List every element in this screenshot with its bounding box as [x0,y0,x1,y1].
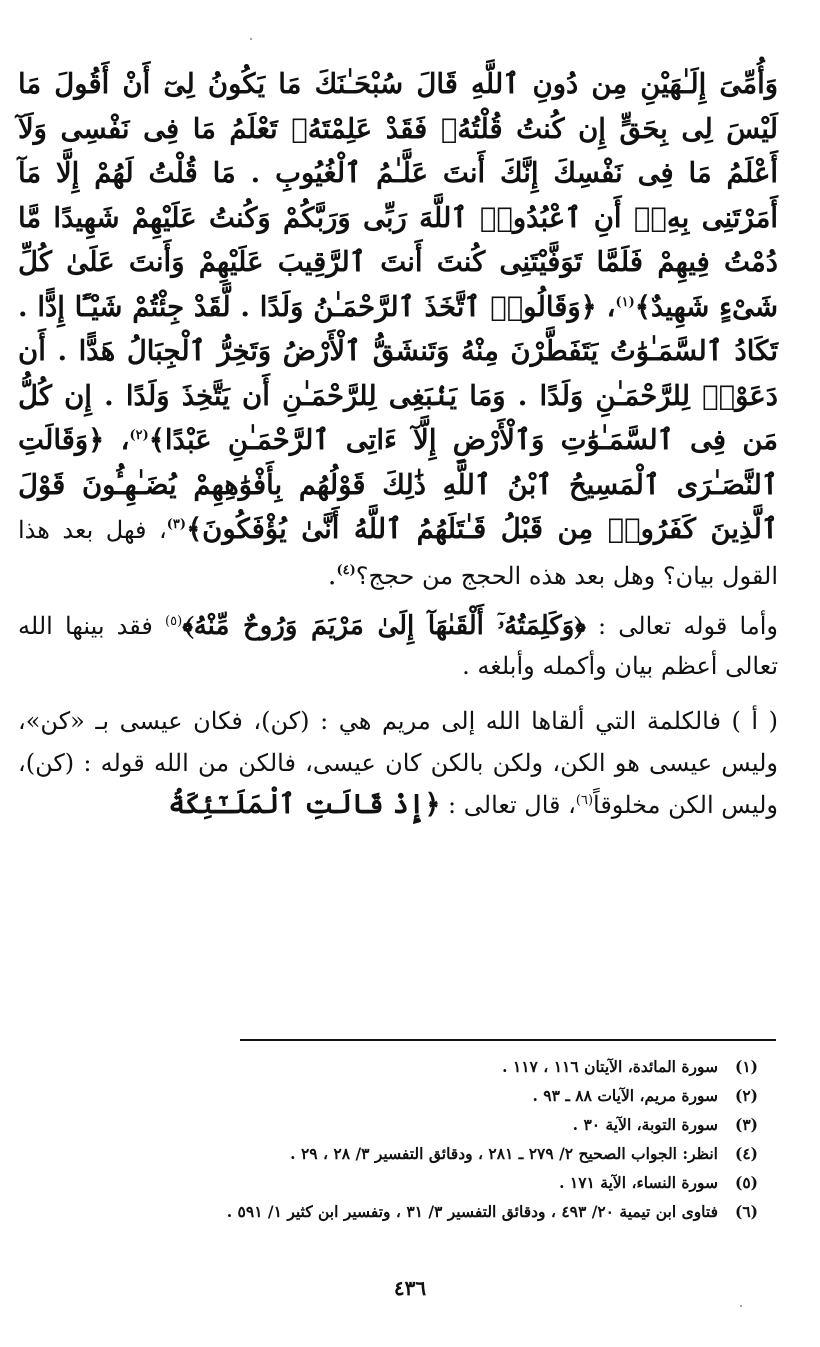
plain-question-text: ، فهل بعد هذا القول بيان؟ وهل بعد هذه الحجج من حجج؟ [18,516,778,590]
page-number: ٤٣٦ [393,1276,427,1300]
footnote-number: (٤) [734,1144,758,1163]
footnote-6 [120,1197,758,1226]
footnote-text: سورة مريم، الآيات ٨٨ ـ ٩٣ . [532,1086,718,1105]
footnote-text: فتاوى ابن تيمية ٢٠/ ٤٩٣ ، ودقائق التفسير ٣/ ٣١ ، وتفسير ابن كثير ١/ ٥٩١ . [226,1202,718,1221]
paragraph-kalimah [18,606,778,686]
footnote-ref-5[interactable]: (٥) [165,614,183,629]
scan-speck [250,38,252,40]
quran-passage-maryam: ، ﴿وَقَالُوا۟ ٱتَّخَذَ ٱلرَّحْمَـٰنُ وَلَدًا . لَّقَدْ جِئْتُمْ شَيْـًٔا إِدًّا . تَكَادُ ٱلسَّمَـٰوَٰتُ يَتَفَطَّرْنَ مِنْهُ وَتَنشَقُّ ٱلْأَرْضُ وَتَخِرُّ ٱلْجِبَالُ هَدًّا . أَن دَعَوْا۟ لِلرَّحْمَـٰنِ وَلَدًا . وَمَا يَنۢبَغِى لِلرَّحْمَـٰنِ أَن يَتَّخِذَ وَلَدًا . إِن كُلُّ مَن فِى ٱلسَّمَـٰوَٰتِ وَٱلْأَرْضِ إِلَّآ ءَاتِى ٱلرَّحْمَـٰنِ عَبْدًا﴾ [18,290,778,456]
paragraph-quran-verses [18,62,778,598]
scan-speck [740,1305,742,1307]
quran-quote-nisa: ﴿وَكَلِمَتُهُۥٓ أَلْقَىٰهَآ إِلَىٰ مَرْيَمَ وَرُوحٌ مِّنْهُ﴾ [182,611,586,641]
paragraph-lead: وأما قوله تعالى : [598,612,778,640]
paragraph-kun-tail: ، قال تعالى : [448,791,576,819]
paragraph-tail: فقد بينها الله تعالى أعظم بيان وأكمله وأبلغه . [18,612,778,680]
footnotes-list [120,1052,758,1226]
footnote-number: (١) [734,1057,758,1076]
footnote-1 [120,1052,758,1081]
footnote-text: سورة المائدة، الآيتان ١١٦ ، ١١٧ . [502,1057,718,1076]
footnote-ref-6[interactable]: (٦) [575,793,594,808]
footnote-2 [120,1081,758,1110]
footnote-number: (٥) [734,1173,758,1192]
footnote-number: (٢) [734,1086,758,1105]
footnote-number: (٦) [734,1202,758,1221]
paragraph-kun-text: ( أ ) فالكلمة التي ألقاها الله إلى مريم هي : (كن)، فكان عيسى بـ «كن»، وليس عيسى هو الكن، ولكن بالكن كان عيسى، فالكن من الله قوله : (كن)، وليس الكن مخلوقاً [18,707,778,819]
quran-passage-maidah: وَأُمِّىَ إِلَـٰهَيْنِ مِن دُونِ ٱللَّهِ قَالَ سُبْحَـٰنَكَ مَا يَكُونُ لِىٓ أَنْ أَقُولَ مَا لَيْسَ لِى بِحَقٍّ إِن كُنتُ قُلْتُهُۥ فَقَدْ عَلِمْتَهُۥ تَعْلَمُ مَا فِى نَفْسِى وَلَآ أَعْلَمُ مَا فِى نَفْسِكَ إِنَّكَ أَنتَ عَلَّـٰمُ ٱلْغُيُوبِ . مَا قُلْتُ لَهُمْ إِلَّا مَآ أَمَرْتَنِى بِهِۦٓ أَنِ ٱعْبُدُوا۟ ٱللَّهَ رَبِّى وَرَبَّكُمْ وَكُنتُ عَلَيْهِمْ شَهِيدًا مَّا دُمْتُ فِيهِمْ فَلَمَّا تَوَفَّيْتَنِى كُنتَ أَنتَ ٱلرَّقِيبَ عَلَيْهِمْ وَأَنتَ عَلَىٰ كُلِّ شَىْءٍ شَهِيدٌ﴾ [18,68,778,323]
footnote-4 [120,1139,758,1168]
footnote-ref-1[interactable]: (١) [615,294,635,310]
footnote-separator [240,1039,776,1041]
paragraph-kun [18,700,778,826]
footnote-ref-2[interactable]: (٢) [129,427,149,443]
footnote-text: سورة النساء، الآية ١٧١ . [559,1173,718,1192]
footnote-ref-4[interactable]: (٤) [336,562,356,578]
footnote-3 [120,1110,758,1139]
footnote-text: انظر: الجواب الصحيح ٢/ ٢٧٩ ـ ٢٨١ ، ودقائق التفسير ٣/ ٢٨ ، ٢٩ . [290,1144,718,1163]
main-text [18,62,778,826]
quran-passage-tawbah: ، ﴿وَقَالَتِ ٱلنَّصَـٰرَى ٱلْمَسِيحُ ٱبْنُ ٱللَّهِ ذَٰلِكَ قَوْلُهُم بِأَفْوَٰهِهِمْ يُضَـٰهِـُٔونَ قَوْلَ ٱلَّذِينَ كَفَرُوا۟ مِن قَبْلُ قَـٰتَلَهُمُ ٱللَّهُ أَنَّىٰ يُؤْفَكُونَ﴾ [18,424,778,545]
footnote-text: سورة التوبة، الآية ٣٠ . [572,1115,718,1134]
footnote-5 [120,1168,758,1197]
quran-quote-start: ﴿إِذْ قَالَتِ ٱلْمَلَـٰٓئِكَةُ [168,789,441,820]
footnote-number: (٣) [734,1115,758,1134]
footnote-ref-3[interactable]: (٣) [166,516,187,532]
paragraph-end-dot: . [327,558,337,591]
